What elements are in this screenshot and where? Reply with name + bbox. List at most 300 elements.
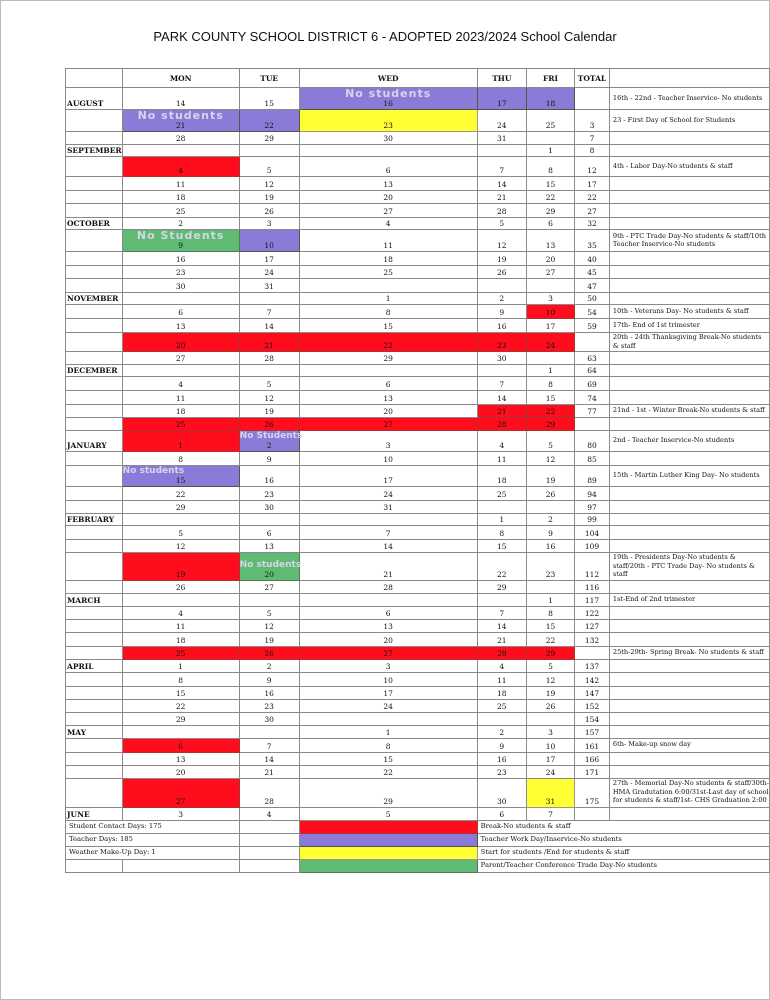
day-number: 26 [497, 268, 507, 277]
day-number: 9 [266, 455, 272, 464]
day-cell-wed [299, 218, 477, 230]
day-cell-tue [239, 365, 299, 377]
day-number: 14 [497, 394, 507, 403]
day-cell-content [300, 542, 477, 551]
day-number: 8 [499, 529, 505, 538]
day-cell-content [300, 354, 477, 363]
day-number: 11 [175, 621, 186, 631]
day-cell-content [478, 268, 526, 277]
day-number: 4 [499, 661, 505, 671]
day-cell-content [527, 636, 574, 645]
no-students-overlay: No Students [136, 229, 225, 242]
day-cell-content [123, 810, 239, 819]
day-cell-content [478, 241, 526, 250]
day-cell-content [123, 503, 239, 512]
day-cell-content [527, 662, 574, 671]
day-cell-content [527, 755, 574, 764]
day-cell-content [300, 609, 477, 618]
week-total: 63 [575, 352, 610, 365]
day-cell-tue [239, 218, 299, 230]
day-cell-content [123, 742, 239, 751]
day-number: 22 [545, 193, 556, 202]
day-cell-content [240, 193, 299, 202]
week-total: 45 [575, 266, 610, 279]
day-number: 31 [383, 503, 393, 512]
day-number: 31 [545, 796, 556, 806]
day-cell-tue [239, 177, 299, 191]
day-cell-fri [526, 391, 574, 405]
day-cell-content [527, 702, 574, 711]
day-number: 29 [497, 582, 507, 592]
week-total: 166 [575, 752, 610, 765]
day-number: 26 [545, 490, 556, 499]
day-cell-thu [477, 191, 526, 204]
day-number: 13 [264, 542, 274, 551]
day-number: 26 [545, 701, 556, 711]
day-cell-wed [299, 752, 477, 765]
day-cell-content [123, 341, 239, 350]
day-cell-content [300, 728, 477, 737]
day-number: 19 [175, 569, 186, 579]
month-label [66, 580, 123, 593]
week-total: 137 [575, 659, 610, 672]
day-cell-mon [122, 466, 239, 487]
event-note [609, 177, 769, 191]
label-header [66, 69, 123, 88]
day-cell-content [240, 207, 299, 216]
day-number: 27 [545, 268, 556, 277]
week-total: 40 [575, 252, 610, 266]
day-number: 28 [497, 420, 507, 429]
day-cell-tue [239, 672, 299, 686]
day-cell-tue [239, 132, 299, 145]
day-cell-mon [122, 632, 239, 646]
week-total: 147 [575, 686, 610, 699]
day-number: 30 [175, 282, 186, 291]
day-cell-wed [299, 699, 477, 712]
day-cell-content [240, 636, 299, 645]
day-cell-tue [239, 431, 303, 452]
day-number: 15 [383, 754, 393, 764]
day-number: 25 [175, 420, 186, 429]
day-cell-content [527, 622, 574, 631]
day-cell-content [300, 121, 477, 130]
day-cell-tue [239, 391, 299, 405]
day-cell-content [478, 662, 526, 671]
event-note [609, 279, 769, 293]
day-cell-tue [239, 204, 299, 218]
day-cell-fri [526, 319, 574, 333]
week-row [66, 110, 770, 132]
week-total: 154 [575, 712, 610, 725]
month-label [66, 466, 123, 487]
day-cell-fri [526, 526, 574, 540]
day-cell-mon [122, 526, 239, 540]
day-number: 23 [264, 701, 274, 711]
day-cell-wed [299, 807, 477, 820]
day-cell-fri [526, 659, 574, 672]
day-cell-tue [239, 738, 299, 752]
day-cell-content [240, 715, 299, 724]
day-cell-content [527, 542, 574, 551]
week-row [66, 333, 770, 352]
day-cell-content [240, 503, 299, 512]
day-number: 18 [175, 193, 186, 202]
day-number: 12 [264, 180, 274, 189]
week-total [575, 418, 610, 431]
day-cell-fri [526, 807, 574, 820]
summary-stat: Weather Make-Up Day: 1 [66, 846, 240, 859]
week-total: 50 [575, 293, 610, 305]
day-cell-fri [526, 606, 574, 619]
day-cell-tue [239, 514, 299, 526]
day-number: 16 [264, 476, 274, 485]
event-note [609, 352, 769, 365]
day-number: 13 [175, 754, 186, 764]
day-cell-fri [526, 88, 574, 110]
day-cell-wed [299, 672, 477, 686]
empty-cell [239, 846, 299, 859]
day-number: 4 [178, 608, 184, 618]
day-cell-fri [526, 365, 574, 377]
day-number: 13 [175, 322, 186, 331]
day-cell-mon [122, 177, 239, 191]
day-cell-wed [299, 391, 477, 405]
legend-row [66, 846, 770, 859]
week-total: 32 [575, 218, 610, 230]
day-cell-tue [239, 487, 299, 501]
day-cell-content [123, 134, 239, 143]
week-total: 152 [575, 699, 610, 712]
day-cell-content [300, 810, 477, 819]
day-cell-content [240, 755, 299, 764]
day-cell-wed [299, 293, 477, 305]
event-note [609, 686, 769, 699]
day-cell-content [239, 559, 302, 579]
day-number: 17 [383, 688, 393, 698]
day-number: 20 [383, 193, 393, 202]
week-total: 109 [575, 540, 610, 553]
day-number: 29 [175, 714, 186, 724]
day-cell-content [478, 441, 526, 450]
event-note [609, 487, 769, 501]
week-row [66, 659, 770, 672]
day-number: 8 [548, 166, 553, 175]
day-cell-content [240, 407, 299, 416]
month-label: MARCH [66, 593, 123, 606]
week-total: 8 [575, 145, 610, 157]
day-number: 21 [175, 121, 186, 130]
day-number: 3 [266, 219, 272, 228]
day-cell-tue [239, 712, 299, 725]
week-row [66, 646, 770, 659]
week-row [66, 266, 770, 279]
day-cell-tue [239, 540, 299, 553]
day-number: 20 [175, 767, 186, 777]
event-note [609, 619, 769, 632]
day-cell-content [123, 755, 239, 764]
day-number: 16 [264, 688, 274, 698]
week-row [66, 252, 770, 266]
day-cell-content [478, 755, 526, 764]
day-cell-content [123, 676, 239, 685]
day-cell-wed [299, 619, 477, 632]
day-cell-content [478, 420, 526, 429]
day-cell-content [300, 134, 477, 143]
day-cell-thu [477, 619, 526, 632]
day-cell-content [527, 366, 574, 375]
day-number: 18 [545, 99, 556, 108]
month-label [66, 279, 123, 293]
day-cell-mon [122, 553, 239, 581]
day-cell-content [478, 636, 526, 645]
week-total: 117 [575, 593, 610, 606]
day-cell-tue [239, 293, 299, 305]
day-number: 3 [548, 294, 553, 303]
day-cell-content [300, 570, 477, 579]
event-note: 2nd - Teacher Inservice-No students [609, 431, 769, 452]
day-cell-thu [477, 580, 526, 593]
week-total: 77 [575, 405, 610, 418]
week-total: 64 [575, 365, 610, 377]
day-number: 27 [383, 207, 393, 216]
day-cell-content [478, 394, 526, 403]
day-cell-mon [122, 646, 239, 659]
day-cell-content [478, 529, 526, 538]
day-cell-content [123, 636, 239, 645]
event-note [609, 725, 769, 738]
month-label [66, 752, 123, 765]
day-cell-content [123, 455, 239, 464]
day-cell-content [478, 354, 526, 363]
day-number: 7 [266, 741, 272, 751]
day-number: 28 [175, 134, 186, 143]
day-cell-fri [526, 712, 574, 725]
day-number: 10 [545, 741, 556, 751]
day-number: 7 [266, 308, 272, 317]
month-label [66, 305, 123, 319]
day-cell-mon [122, 606, 239, 619]
day-cell-wed [299, 252, 477, 266]
day-cell-thu [477, 418, 526, 431]
day-cell-wed [299, 452, 477, 466]
day-number: 20 [175, 341, 186, 350]
day-number: 4 [178, 380, 184, 389]
day-cell-tue [239, 807, 299, 820]
day-cell-thu [477, 266, 526, 279]
notes-header [609, 69, 769, 88]
day-cell-mon [122, 580, 239, 593]
month-label [66, 252, 123, 266]
day-number: 15 [264, 99, 274, 108]
day-cell-wed [299, 778, 477, 807]
day-cell-thu [477, 752, 526, 765]
month-label [66, 526, 123, 540]
week-total: 27 [575, 204, 610, 218]
day-cell-thu [477, 431, 526, 452]
day-number: 29 [383, 796, 393, 806]
day-cell-content [478, 702, 526, 711]
day-cell-tue [239, 686, 299, 699]
day-cell-thu [477, 230, 526, 252]
day-cell-wed [299, 526, 477, 540]
month-label: AUGUST [66, 88, 123, 110]
day-cell-content [300, 755, 477, 764]
day-cell-content [300, 768, 477, 777]
day-cell-wed [299, 204, 477, 218]
event-note: 15th - Martin Luther King Day- No students [609, 466, 769, 487]
day-cell-content [123, 110, 239, 130]
month-label: NOVEMBER [66, 293, 123, 305]
day-cell-mon [122, 765, 239, 778]
week-row [66, 365, 770, 377]
day-cell-fri [526, 765, 574, 778]
day-cell-content [478, 121, 526, 130]
day-cell-content [478, 728, 526, 737]
event-note [609, 807, 769, 820]
day-cell-content [300, 476, 477, 485]
day-cell-content [123, 282, 239, 291]
day-cell-wed [299, 319, 477, 333]
day-cell-content [240, 542, 299, 551]
event-note [609, 266, 769, 279]
day-cell-thu [477, 132, 526, 145]
day-cell-content [240, 268, 299, 277]
day-cell-content [527, 742, 574, 751]
day-number: 8 [385, 741, 391, 751]
event-note [609, 252, 769, 266]
day-number: 20 [264, 569, 274, 579]
day-number: 2 [266, 441, 272, 450]
day-number: 21 [383, 569, 393, 579]
day-number: 25 [175, 207, 186, 216]
month-label [66, 405, 123, 418]
day-cell-thu [477, 365, 526, 377]
day-number: 15 [175, 688, 186, 698]
day-number: 22 [175, 701, 186, 711]
week-total: 104 [575, 526, 610, 540]
day-cell-content [478, 294, 526, 303]
day-cell-thu [477, 646, 526, 659]
month-label [66, 204, 123, 218]
day-cell-content [240, 394, 299, 403]
day-cell-fri [526, 752, 574, 765]
day-cell-content [123, 394, 239, 403]
day-cell-wed [299, 279, 477, 293]
week-total: 80 [575, 431, 610, 452]
day-cell-tue [239, 405, 299, 418]
day-cell-tue [239, 377, 299, 391]
day-cell-mon [122, 431, 239, 452]
day-number: 29 [545, 207, 556, 216]
event-note: 4th - Labor Day-No students & staff [609, 157, 769, 177]
day-cell-content [478, 742, 526, 751]
day-number: 17 [545, 754, 556, 764]
event-note: 21nd - 1st - Winter Break-No students & staff [609, 405, 769, 418]
empty-cell [239, 820, 299, 833]
day-cell-content [478, 676, 526, 685]
day-cell-content [527, 797, 574, 806]
day-cell-thu [477, 88, 526, 110]
week-row [66, 765, 770, 778]
week-row [66, 593, 770, 606]
day-cell-wed [299, 418, 477, 431]
day-number: 27 [383, 420, 393, 429]
day-number: 31 [497, 134, 507, 143]
day-cell-content [300, 797, 477, 806]
day-number: 29 [383, 354, 393, 363]
month-label: DECEMBER [66, 365, 123, 377]
day-cell-wed [299, 686, 477, 699]
day-number: 18 [497, 688, 507, 698]
day-number: 14 [497, 621, 507, 631]
day-number: 22 [497, 569, 507, 579]
day-cell-wed [299, 632, 477, 646]
day-cell-wed [299, 191, 477, 204]
month-label [66, 132, 123, 145]
day-cell-content [527, 207, 574, 216]
day-cell-mon [122, 807, 239, 820]
day-number: 8 [385, 308, 391, 317]
day-cell-wed [299, 431, 477, 452]
day-cell-mon [122, 279, 239, 293]
month-label: APRIL [66, 659, 123, 672]
day-cell-content [123, 180, 239, 189]
day-cell-content [240, 649, 299, 658]
day-cell-content [527, 99, 574, 108]
week-row [66, 230, 770, 252]
day-cell-mon [122, 752, 239, 765]
day-number: 29 [545, 648, 556, 658]
day-number: 1 [178, 441, 184, 450]
day-cell-mon [122, 132, 239, 145]
day-cell-content [240, 742, 299, 751]
no-students-overlay: No students [137, 109, 224, 122]
day-number: 15 [545, 394, 556, 403]
day-cell-mon [122, 319, 239, 333]
no-students-overlay: No students [122, 466, 185, 476]
day-cell-thu [477, 252, 526, 266]
week-row [66, 391, 770, 405]
day-cell-mon [122, 266, 239, 279]
day-number: 8 [178, 675, 184, 685]
day-cell-thu [477, 110, 526, 132]
day-cell-thu [477, 218, 526, 230]
day-cell-content [527, 728, 574, 737]
day-cell-content [300, 394, 477, 403]
day-cell-mon [122, 514, 239, 526]
day-cell-content [240, 308, 299, 317]
week-total: 22 [575, 191, 610, 204]
day-cell-fri [526, 501, 574, 514]
day-cell-fri [526, 279, 574, 293]
day-number: 15 [175, 476, 186, 485]
day-number: 18 [175, 407, 186, 416]
day-cell-content [240, 583, 299, 592]
day-cell-tue [239, 725, 299, 738]
day-cell-content [300, 662, 477, 671]
day-number: 5 [499, 219, 505, 228]
day-cell-content [478, 689, 526, 698]
day-cell-thu [477, 391, 526, 405]
week-total: 132 [575, 632, 610, 646]
day-cell-content [123, 268, 239, 277]
week-row [66, 699, 770, 712]
day-number: 19 [545, 476, 556, 485]
day-number: 9 [499, 308, 505, 317]
empty-cell [122, 859, 239, 872]
month-label [66, 230, 123, 252]
